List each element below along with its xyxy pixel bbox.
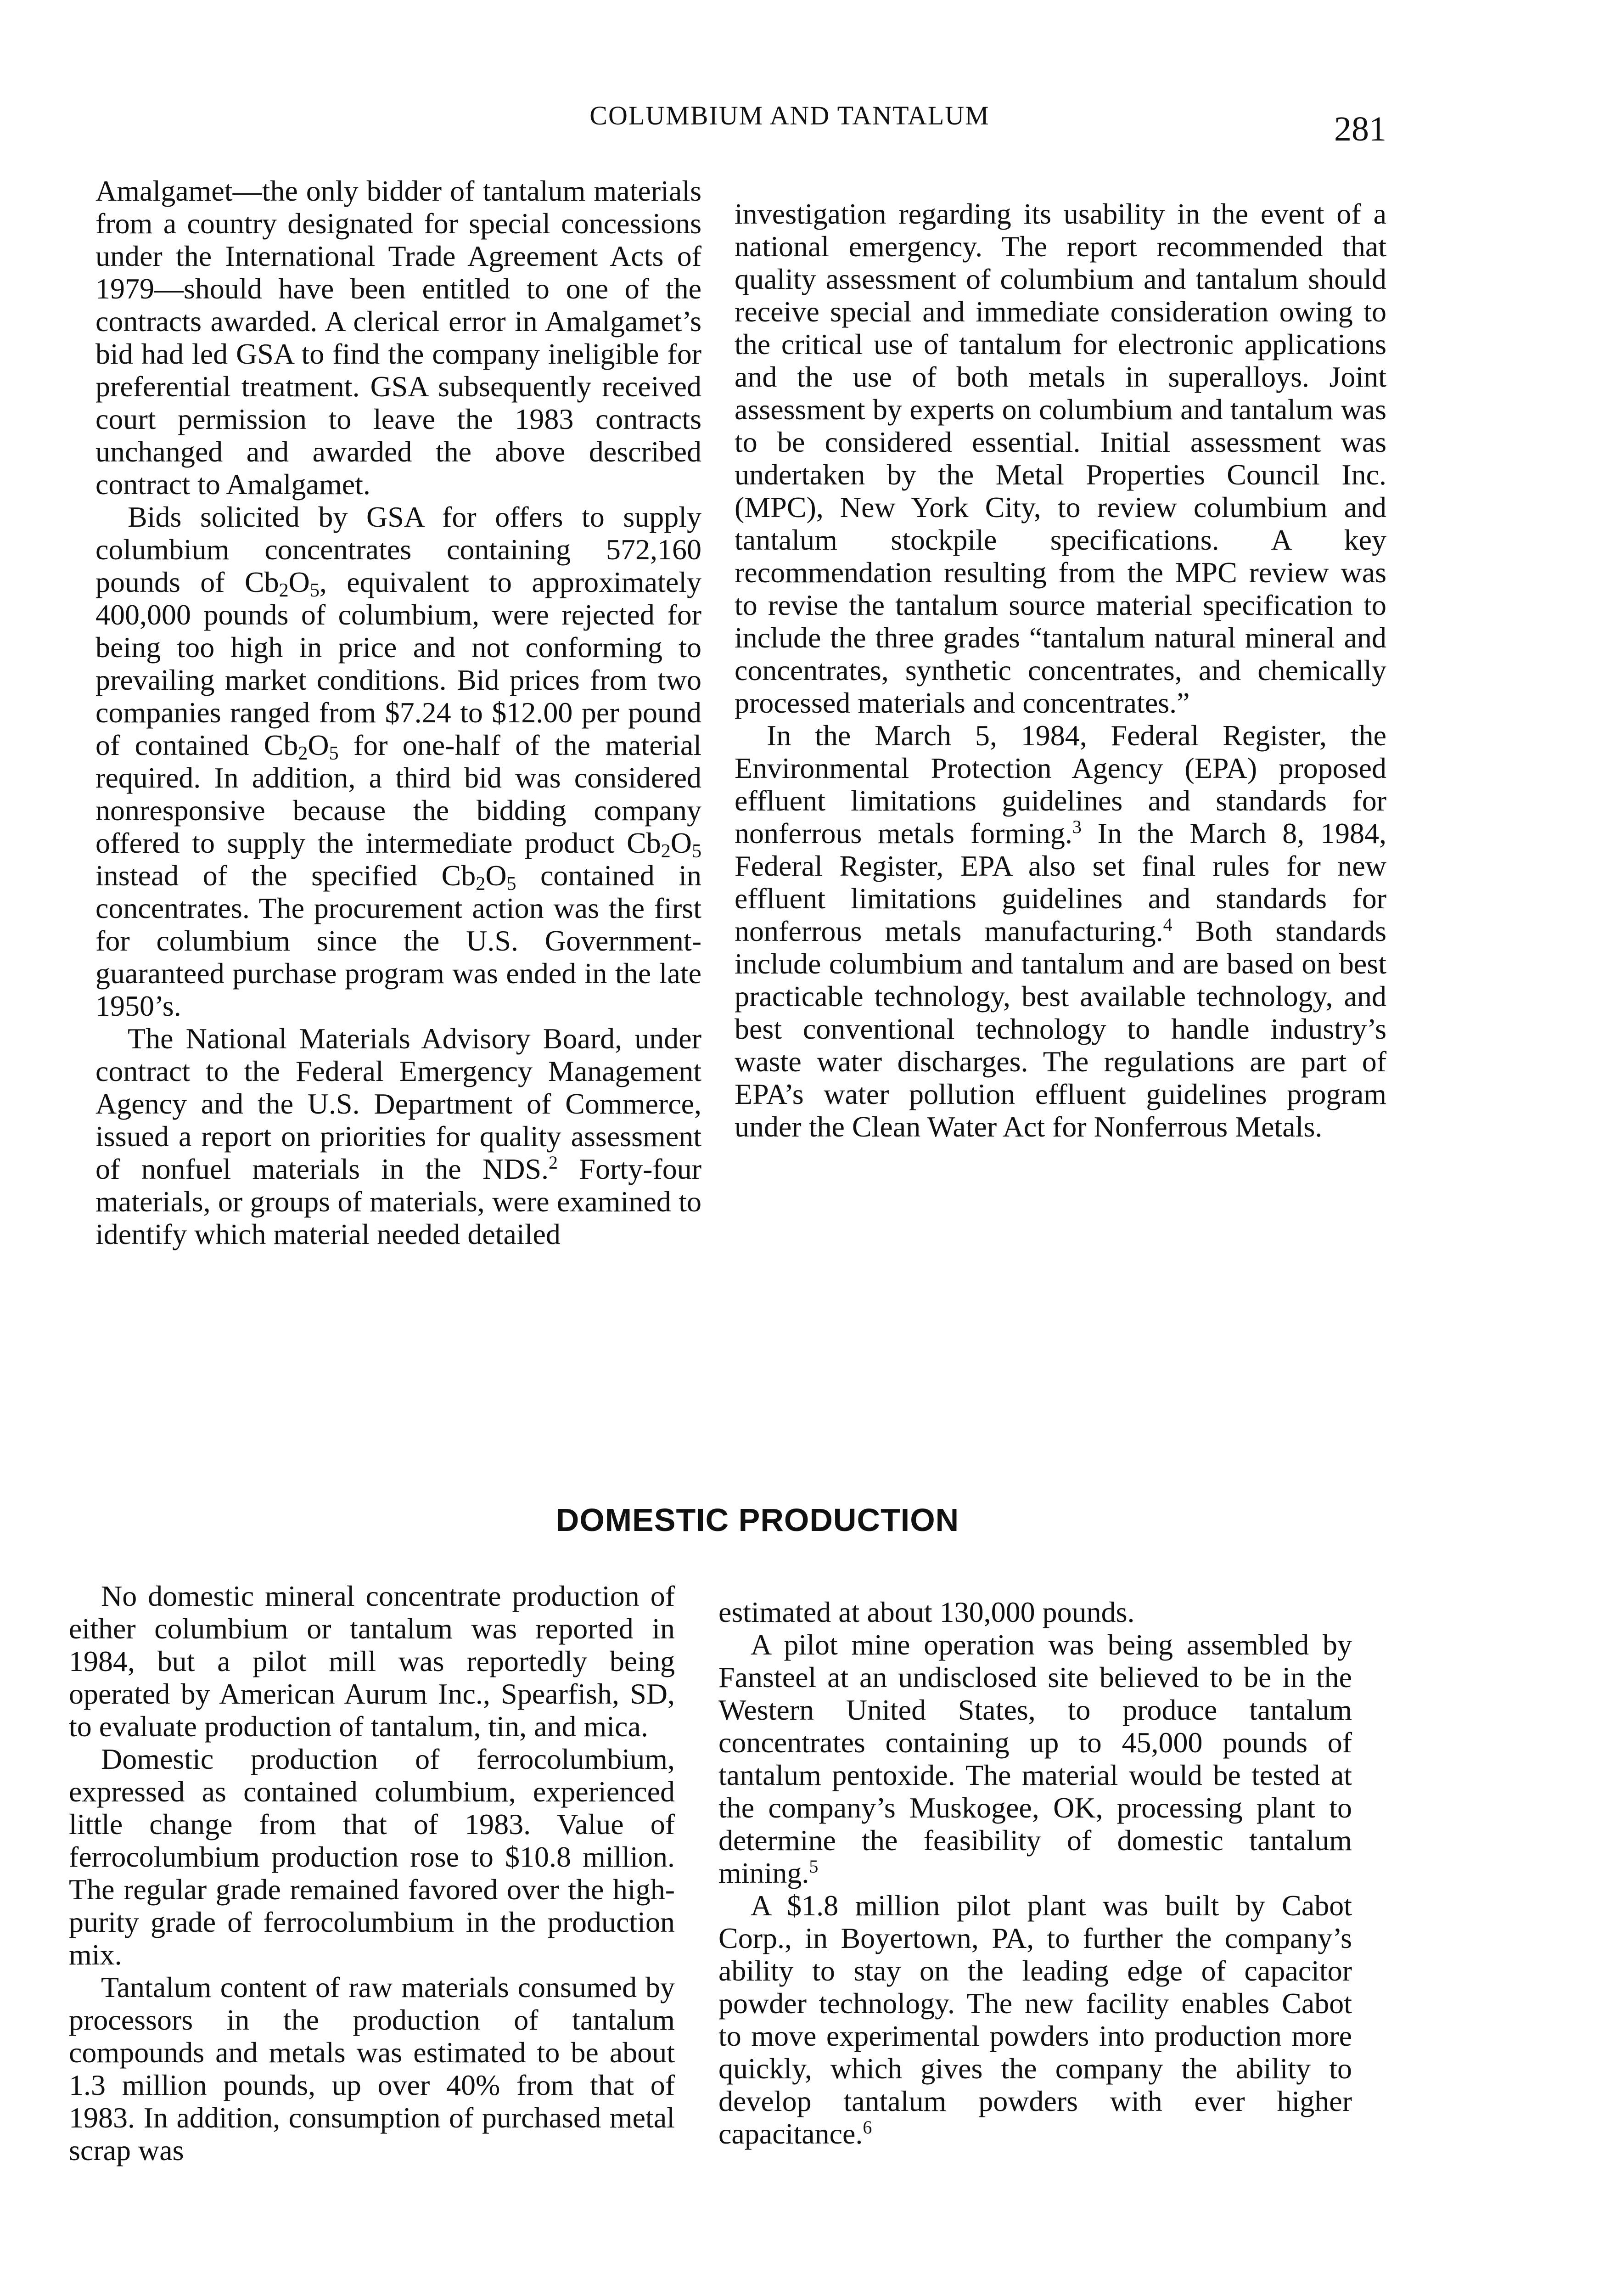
paragraph: Amalgamet—the only bidder of tantalum materials from a country designated for special concessions under the International Trade Agreement Acts of 1979—should have been entitled to one of the contracts awarded. A clerical error in Amalgamet’s bid had led GSA to find the company ineligible for preferential treatment. GSA subsequently received court permission to leave the 1983 contracts unchanged and awarded the above described contract to Amalgamet. — [95, 174, 701, 501]
paragraph: No domestic mineral concentrate production of either columbium or tantalum was reported in 1984, but a pilot mill was reportedly being operated by American Aurum Inc., Spearfish, SD, to evaluate production of tantalum, tin, and mica. — [69, 1580, 675, 1743]
section-heading: DOMESTIC PRODUCTION — [555, 1502, 959, 1538]
paragraph: In the March 5, 1984, Federal Register, the Environmental Protection Agency (EPA) proposed effluent limitations guidelines and standards for nonferrous metals forming.$^3$ In the March 8, 1984, Federal Register, EPA also set final rules for new effluent limitations guidelines and standards for nonferrous metals manufacturing.$^4$ Both standards include columbium and tantalum and are based on best practicable technology, best available technology, and best conventional technology to handle industry’s waste water discharges. The regulations are part of EPA’s water pollution effluent guidelines program under the Clean Water Act for Nonferrous Metals. — [735, 719, 1387, 1143]
paragraph: Tantalum content of raw materials consumed by processors in the production of tantalum compounds and metals was estimated to be about 1.3 million pounds, up over 40% from that of 1983. In addition, consumption of purchased metal scrap was — [69, 1971, 675, 2167]
lower-left-column — [69, 1580, 675, 2167]
paragraph: investigation regarding its usability in the event of a national emergency. The report recommended that quality assessment of columbium and tantalum should receive special and immediate consideration owing to the critical use of tantalum for electronic applications and the use of both metals in superalloys. Joint assessment by experts on columbium and tantalum was to be considered essential. Initial assessment was undertaken by the Metal Properties Council Inc. (MPC), New York City, to review columbium and tantalum stockpile specifications. A key recommendation resulting from the MPC review was to revise the tantalum source material specification to include the three grades “tantalum natural mineral and concentrates, synthetic concentrates, and chemically processed materials and concentrates.” — [735, 197, 1386, 719]
page-number: 281 — [1334, 110, 1386, 148]
paragraph: A $1.8 million pilot plant was built by Cabot Corp., in Boyertown, PA, to further the company’s ability to stay on the leading edge of capacitor powder technology. The new facility enables Cabot to move experimental powders into production more quickly, which gives the company the ability to develop tantalum powders with ever higher capacitance.$^6$ — [718, 1889, 1352, 2150]
paragraph: estimated at about 130,000 pounds. — [718, 1596, 1135, 1628]
footnote-ref: 4 — [1163, 914, 1172, 935]
paragraph: Domestic production of ferrocolumbium, expressed as contained columbium, experienced little change from that of 1983. Value of ferrocolumbium production rose to $10.8 million. The regular grade remained favored over the high-purity grade of ferrocolumbium in the production mix. — [69, 1743, 675, 1971]
footnote-ref: 6 — [863, 2117, 872, 2138]
running-head: COLUMBIUM AND TANTALUM — [589, 101, 990, 130]
paragraph: The National Materials Advisory Board, under contract to the Federal Emergency Management Agency and the U.S. Department of Commerce, issued a report on priorities for quality assessment of nonfuel materials in the NDS.$^2$ Forty-four materials, or groups of materials, were examined to identify which material needed detailed — [95, 1022, 702, 1250]
footnote-ref: 3 — [1072, 816, 1082, 837]
paragraph: A pilot mine operation was being assembled by Fansteel at an undisclosed site believed to be in the Western United States, to produce tantalum concentrates containing up to 45,000 pounds of tantalum pentoxide. The material would be tested at the company’s Muskogee, OK, processing plant to determine the feasibility of domestic tantalum mining.$^5$ — [718, 1628, 1352, 1889]
footnote-ref: 2 — [549, 1152, 558, 1173]
upper-right-column — [735, 197, 1386, 1143]
footnote-ref: 5 — [809, 1856, 819, 1877]
upper-left-column — [95, 174, 701, 1250]
paragraph: Bids solicited by GSA for offers to supply columbium concentrates containing 572,160 pounds of $Cb_2O_5$, equivalent to approximately 400,000 pounds of columbium, were rejected for being too high in price and not conforming to prevailing market conditions. Bid prices from two companies ranged from $7.24 to $12.00 per pound of contained $Cb_2O_5$ for one-half of the material required. In addition, a third bid was considered nonresponsive because the bidding company offered to supply the intermediate product $Cb_2O_5$ instead of the specified $Cb_2O_5$ contained in concentrates. The procurement action was the first for columbium since the U.S. Government-guaranteed purchase program was ended in the late 1950’s. — [95, 501, 702, 1022]
lower-right-column — [718, 1596, 1352, 2150]
